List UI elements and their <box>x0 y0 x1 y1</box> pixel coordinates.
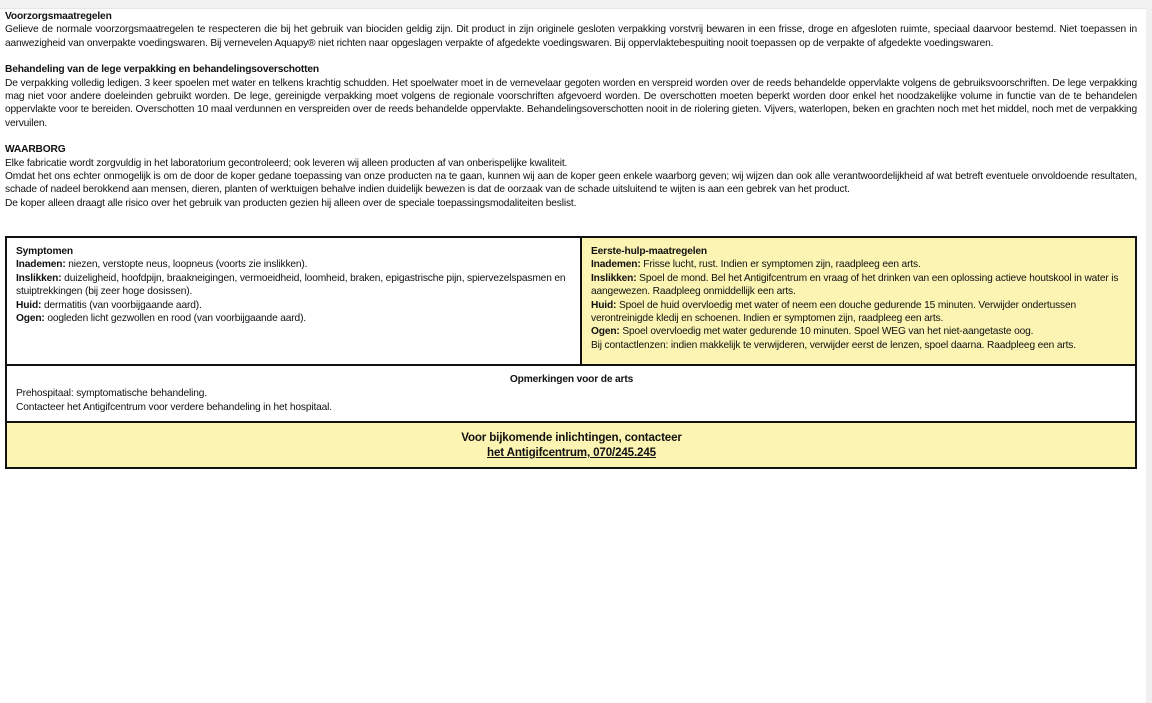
section-warranty <box>5 143 1137 210</box>
first-aid-label: Inademen: <box>591 259 641 271</box>
first-aid-text: Frisse lucht, rust. Indien er symptomen zijn, raadpleeg een arts. <box>640 259 921 271</box>
section-title: Behandeling van de lege verpakking en behandelingsoverschotten <box>5 64 319 76</box>
first-aid-text: Spoel de huid overvloedig met water of neem een douche gedurende 15 minuten. Verwijder ondertussen verontreinigde kledij en schoenen. Indien er symptomen zijn, raadpleeg een arts. <box>591 299 1077 325</box>
symptom-row <box>16 299 572 312</box>
contact-text: Voor bijkomende inlichtingen, contacteer <box>461 431 682 445</box>
symptoms-cell <box>6 237 581 365</box>
warranty-line: De koper alleen draagt alle risico over het gebruik van producten gezien hij alleen over de speciale toepassingsmodaliteiten beslist. <box>5 197 577 209</box>
symptom-row <box>16 312 572 325</box>
section-precautions <box>5 10 1137 50</box>
symptoms-title: Symptomen <box>16 246 73 257</box>
first-aid-text: Spoel de mond. Bel het Antigifcentrum en vraag of het drinken van een oplossing actieve houtskool in water is aangewezen. Raadpleeg onmiddellijk een arts. <box>591 272 1119 298</box>
symptom-text: niezen, verstopte neus, loopneus (voorts zie inslikken). <box>65 259 308 271</box>
section-body: De verpakking volledig ledigen. 3 keer spoelen met water en telkens krachtig schudden. Het spoelwater moet in de vernevelaar gegoten worden en verspreid worden over de reeds behandelde oppervlakte volgens de gebruiksvoorschriften. De lege verpakking mag niet voor andere doeleinden gebruikt worden. De lege, gereinigde verpakking moet volgens de regionale voorschriften afgevoerd worden. De overschotten moeten beperkt worden door enkel het noodzakelijke volume in functie van de te behandelen oppervlakte voor te bereiden. Overschotten 10 maal verdunnen en verspreiden over de reeds behandelde oppervlakte. Behandelingsoverschotten nooit in de riolering gieten. Vijvers, waterlopen, beken en grachten noch met het middel, noch met de verpakking vervuilen. <box>5 77 1137 129</box>
symptom-label: Inslikken: <box>16 272 62 284</box>
first-aid-row <box>591 325 1127 338</box>
viewer-top-bar <box>0 0 1152 9</box>
symptom-text: dermatitis (van voorbijgaande aard). <box>41 299 202 311</box>
doctor-notes-cell <box>6 365 1136 422</box>
warranty-line: Omdat het ons echter onmogelijk is om de door de koper gedane toepassing van onze producten na te gaan, kunnen wij aan de koper geen enkele waarborg geven; wij wijzen dan ook alle verantwoordelijkheid af wat betreft eventuele onvoldoende resultaten, schade of nadeel berokkend aan mensen, dieren, planten of werktuigen behalve indien duidelijk bewezen is dat de oorzaak van de schade uitsluitend te wijten is aan een gebrek van het product. <box>5 171 1137 196</box>
contact-cell <box>6 422 1136 468</box>
symptom-label: Huid: <box>16 299 42 311</box>
first-aid-row <box>591 272 1127 299</box>
symptom-text: duizeligheid, hoofdpijn, braakneigingen, vermoeidheid, loomheid, braken, epigastrische pijn, spiervezelspasmen en stuiptrekkingen (bij zeer hoge dosissen). <box>16 272 566 298</box>
section-title: Voorzorgsmaatregelen <box>5 11 112 22</box>
symptom-row <box>16 272 572 299</box>
warranty-line: Elke fabricatie wordt zorgvuldig in het laboratorium gecontroleerd; ook leveren wij alleen producten af van onberispelijke kwaliteit. <box>5 157 568 169</box>
viewer-scrollbar[interactable] <box>1146 8 1152 703</box>
symptom-label: Inademen: <box>16 259 66 271</box>
first-aid-label: Huid: <box>591 299 617 311</box>
first-aid-row <box>591 339 1127 352</box>
doctor-notes-line: Prehospitaal: symptomatische behandeling. <box>16 388 207 400</box>
symptom-row <box>16 258 572 271</box>
first-aid-cell <box>581 237 1136 365</box>
doctor-notes-line: Contacteer het Antigifcentrum voor verdere behandeling in het hospitaal. <box>16 401 332 413</box>
safety-info-table <box>5 236 1137 469</box>
first-aid-label: Ogen: <box>591 326 620 338</box>
section-body: Gelieve de normale voorzorgsmaatregelen te respecteren die bij het gebruik van biociden geldig zijn. Dit product in zijn originele gesloten verpakking vorstvrij bewaren in een frisse, droge en afgesloten ruimte, speciaal daarvoor bestemd. Niet toepassen in aanwezigheid van onverpakte voedingswaren. Bij vernevelen Aquapy® niet richten naar opgeslagen verpakte of afgedekte voedingswaren. Bij oppervlaktebespuiting nooit toepassen op de verpakte of afgedekte voedingswaren. <box>5 24 1137 49</box>
poison-center-link[interactable]: het Antigifcentrum, 070/245.245 <box>487 446 656 460</box>
first-aid-text: Spoel overvloedig met water gedurende 10 minuten. Spoel WEG van het niet-aangetaste oog. <box>619 326 1034 338</box>
first-aid-row <box>591 258 1127 271</box>
first-aid-text: Bij contactlenzen: indien makkelijk te verwijderen, verwijder eerst de lenzen, spoel daarna. Raadpleeg een arts. <box>591 339 1076 351</box>
symptom-label: Ogen: <box>16 313 45 325</box>
section-title: WAARBORG <box>5 144 66 156</box>
symptom-text: oogleden licht gezwollen en rood (van voorbijgaande aard). <box>44 313 306 325</box>
doctor-notes-title: Opmerkingen voor de arts <box>509 374 634 385</box>
first-aid-row <box>591 299 1127 326</box>
first-aid-title: Eerste-hulp-maatregelen <box>591 246 708 257</box>
section-packaging-disposal <box>5 63 1137 130</box>
first-aid-label: Inslikken: <box>591 272 637 284</box>
document-page <box>5 10 1137 210</box>
